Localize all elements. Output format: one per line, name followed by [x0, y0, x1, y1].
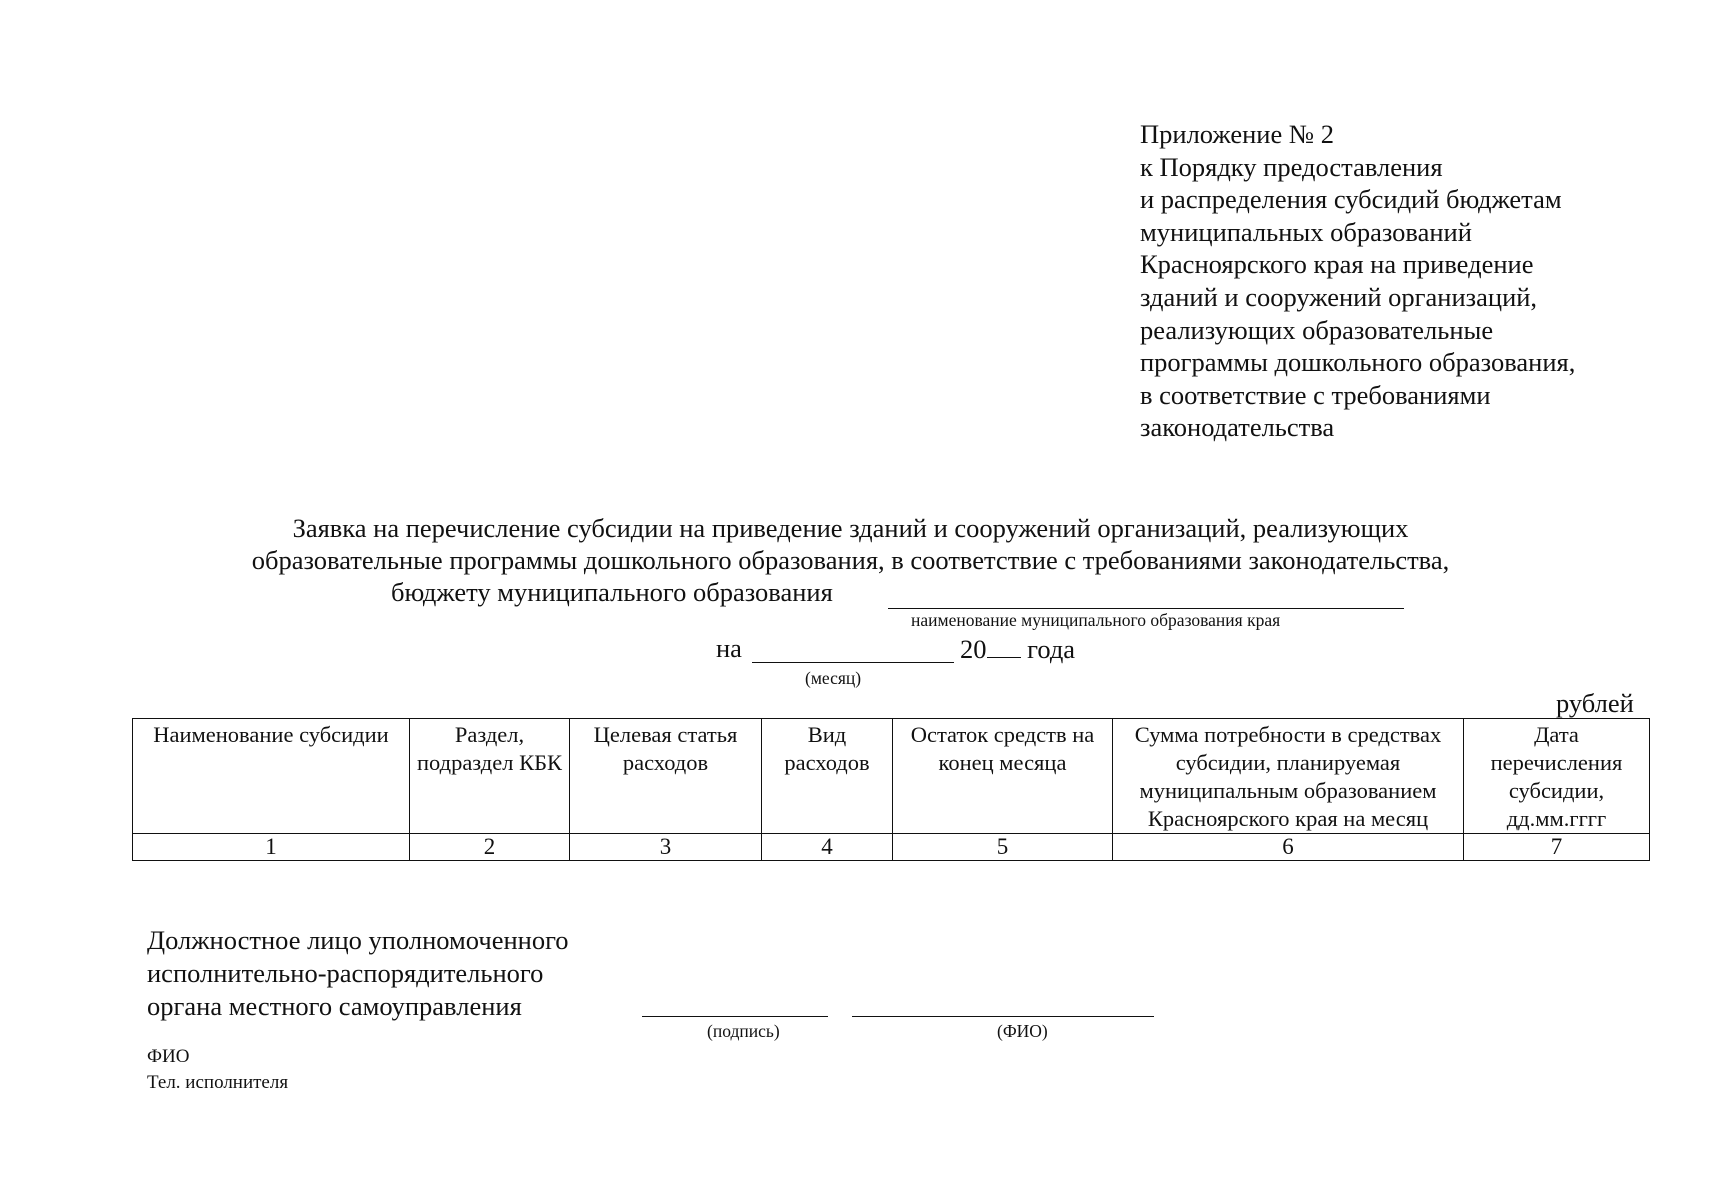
year-prefix: 20: [960, 634, 987, 664]
signature-blank: [642, 990, 828, 1017]
appendix-line: Приложение № 2: [1140, 119, 1335, 149]
appendix-header: [1140, 118, 1575, 444]
column-number: 5: [893, 834, 1113, 861]
contact-info: [147, 1044, 288, 1096]
appendix-line: Красноярского края на приведение: [1140, 249, 1534, 280]
header-subsidy-name: Наименование субсидии: [133, 719, 410, 834]
table-header-row: [133, 719, 1650, 834]
official-line: исполнительно-распорядительного: [147, 958, 544, 988]
appendix-line: зданий и сооружений организаций,: [1140, 281, 1538, 312]
appendix-line: и распределения субсидий бюджетам: [1140, 184, 1562, 215]
official-line: Должностное лицо уполномоченного: [147, 925, 569, 955]
header-expense-type: Вид расходов: [762, 719, 893, 834]
header-balance: Остаток средств на конец месяца: [893, 719, 1113, 834]
month-caption: (месяц): [805, 668, 862, 688]
official-line: органа местного самоуправления: [147, 991, 522, 1021]
column-number: 7: [1464, 834, 1650, 861]
month-blank: [752, 632, 954, 663]
appendix-line: в соответствие с требованиями: [1140, 379, 1491, 410]
period-year: [960, 633, 1075, 665]
document-title-line-1: Заявка на перечисление субсидии на приведение зданий и сооружений организаций, реализующих: [292, 513, 1409, 543]
municipality-name-blank: [888, 578, 1404, 609]
column-number: 2: [410, 834, 570, 861]
fio-label: ФИО: [147, 1046, 190, 1067]
appendix-line: к Порядку предоставления: [1140, 151, 1443, 182]
phone-label: Тел. исполнителя: [147, 1072, 289, 1093]
column-number: 6: [1113, 834, 1464, 861]
table-number-row: [133, 834, 1650, 861]
year-suffix: года: [1027, 634, 1076, 664]
header-required-amount: Сумма потребности в средствах субсидии, планируемая муниципальным образованием Красноярского края на месяц: [1113, 719, 1464, 834]
appendix-line: программы дошкольного образования,: [1140, 347, 1576, 378]
column-number: 3: [570, 834, 762, 861]
header-transfer-date: Дата перечисления субсидии, дд.мм.гггг: [1464, 719, 1650, 834]
appendix-line: законодательства: [1140, 412, 1335, 443]
signature-caption: (подпись): [707, 1021, 780, 1041]
appendix-line: муниципальных образований: [1140, 216, 1472, 247]
document-title-line-3: бюджету муниципального образования: [391, 577, 833, 607]
document-title-line-2: образовательные программы дошкольного образования, в соответствие с требованиями законодательства,: [251, 545, 1450, 575]
official-title: [147, 924, 569, 1023]
header-target-article: Целевая статья расходов: [570, 719, 762, 834]
header-kbk-section: Раздел, подраздел КБК: [410, 719, 570, 834]
fio-blank: [852, 990, 1154, 1017]
currency-unit: рублей: [1556, 688, 1634, 718]
period-prefix: на: [716, 633, 742, 663]
column-number: 1: [133, 834, 410, 861]
appendix-line: реализующих образовательные: [1140, 314, 1494, 345]
subsidy-table: [132, 718, 1650, 861]
column-number: 4: [762, 834, 893, 861]
fio-caption: (ФИО): [997, 1021, 1048, 1041]
year-blank: [987, 633, 1021, 658]
municipality-caption: наименование муниципального образования края: [911, 610, 1281, 630]
